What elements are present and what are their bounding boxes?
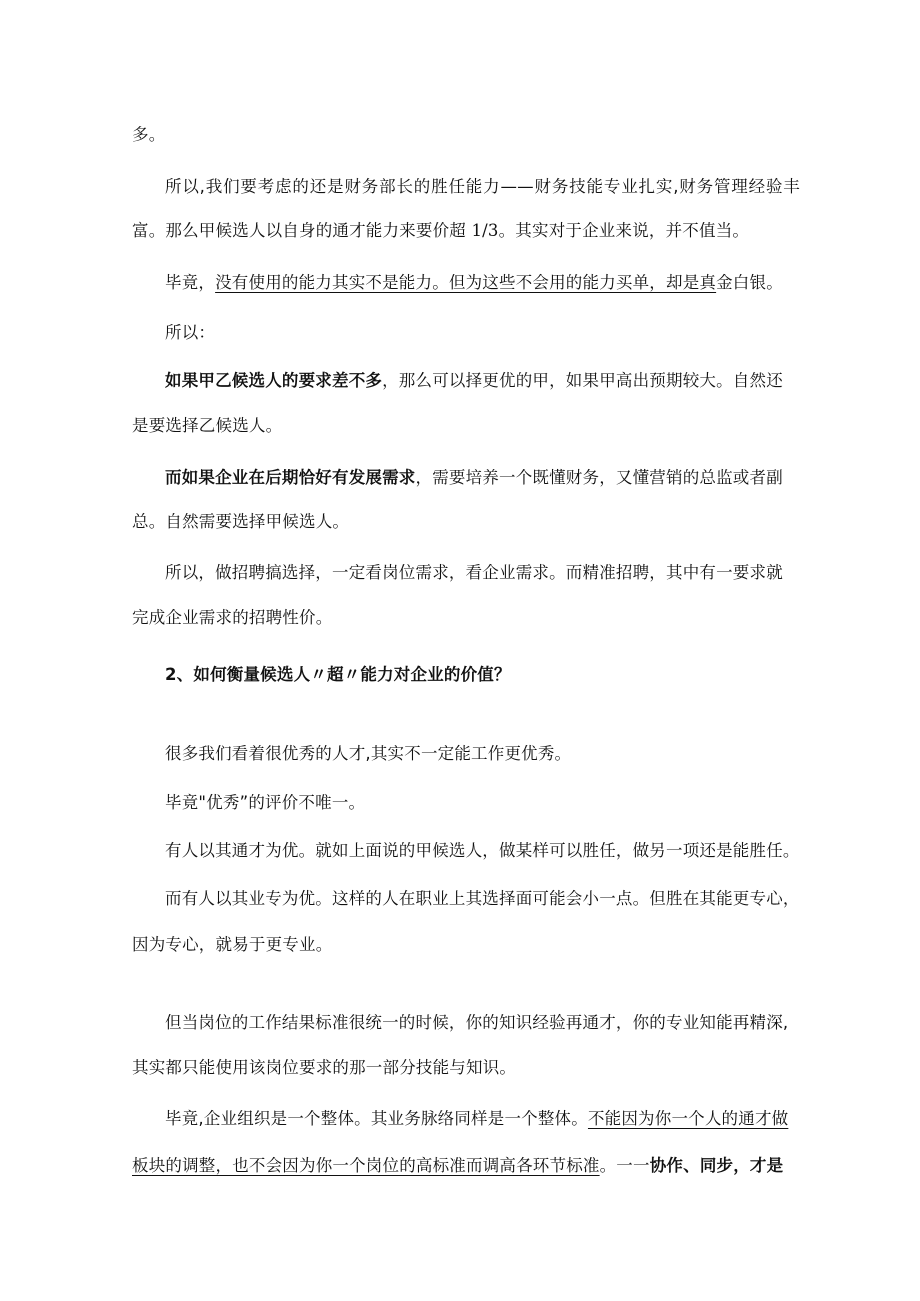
bold-text: 协作、同步，才是 (649, 1156, 784, 1175)
paragraph-line (132, 607, 800, 629)
underlined-text: 板块的调整，也不会因为你一个岗位的高标准而调高各环节标准 (132, 1156, 600, 1175)
paragraph-line (132, 511, 800, 533)
paragraph-line (132, 415, 800, 437)
number-text: 1/3 (471, 221, 499, 240)
paragraph-line (165, 743, 800, 765)
paragraph-line (165, 322, 800, 344)
paragraph-line (165, 467, 800, 489)
paragraph-line (165, 1012, 800, 1034)
text: 所以，做招聘搞选择，一定看岗位需求，看企业需求。而精准招聘，其中有一要求就 (165, 563, 783, 582)
text: 而有人以其业专为优。这样的人在职业上其选择面可能会小一点。但胜在其能更专心， (165, 889, 800, 908)
text: 毕竟"优秀”的评价不唯一。 (165, 793, 366, 812)
text: 所以： (165, 323, 216, 342)
text: 但当岗位的工作结果标准很统一的时候，你的知识经验再通才，你的专业知能再精深, (165, 1013, 789, 1032)
paragraph-line (165, 1108, 800, 1130)
text: ，需要培养一个既懂财务，又懂营销的总监或者副 (415, 468, 783, 487)
text: 富。那么甲候选人以自身的通才能力来要价超 (132, 221, 472, 240)
text: 很多我们看着很优秀的人才,其实不一定能工作更优秀。 (165, 744, 572, 763)
heading-text: 2、如何衡量候选人〃超〃能力对企业的价值？ (165, 665, 511, 684)
text: 完成企业需求的招聘性价。 (132, 608, 333, 627)
paragraph-line (165, 562, 800, 584)
underlined-text: 不能因为你一个人的通才做 (587, 1109, 789, 1128)
bold-text: 而如果企业在后期恰好有发展需求 (165, 468, 416, 487)
text: 金白银。 (716, 273, 783, 292)
paragraph-line (165, 176, 800, 198)
underlined-text: 没有使用的能力其实不是能力。但为这些不会用的能力买单，却是真 (215, 273, 717, 292)
text: 因为专心，就易于更专业。 (132, 935, 333, 954)
bold-text: 如果甲乙候选人的要求差不多 (165, 371, 383, 390)
text: 。一一 (599, 1156, 650, 1175)
text: 总。自然需要选择甲候选人。 (132, 512, 350, 531)
text: 毕竟， (165, 273, 216, 292)
text: 毕竟,企业组织是一个整体。其业务脉络同样是一个整体。 (165, 1109, 588, 1128)
text: 其实都只能使用该岗位要求的那一部分技能与知识。 (132, 1058, 517, 1077)
paragraph-line (165, 888, 800, 910)
paragraph-line (165, 792, 800, 814)
paragraph-line (132, 124, 800, 146)
paragraph-line (132, 220, 800, 242)
paragraph-line (165, 272, 800, 294)
text: 多。 (132, 125, 166, 144)
text: 是要选择乙候选人。 (132, 416, 283, 435)
text: 所以,我们要考虑的还是财务部长的胜任能力——财务技能专业扎实,财务管理经验丰 (165, 177, 800, 196)
section-heading (165, 664, 800, 686)
paragraph-line (165, 370, 800, 392)
paragraph-line (165, 840, 800, 862)
text: 有人以其通才为优。就如上面说的甲候选人，做某样可以胜任，做另一项还是能胜任。 (165, 841, 800, 860)
paragraph-line (132, 1155, 800, 1177)
paragraph-line (132, 934, 800, 956)
text: ，那么可以择更优的甲，如果甲高出预期较大。自然还 (382, 371, 783, 390)
text: 。其实对于企业来说，并不值当。 (498, 221, 750, 240)
paragraph-line (132, 1057, 800, 1079)
